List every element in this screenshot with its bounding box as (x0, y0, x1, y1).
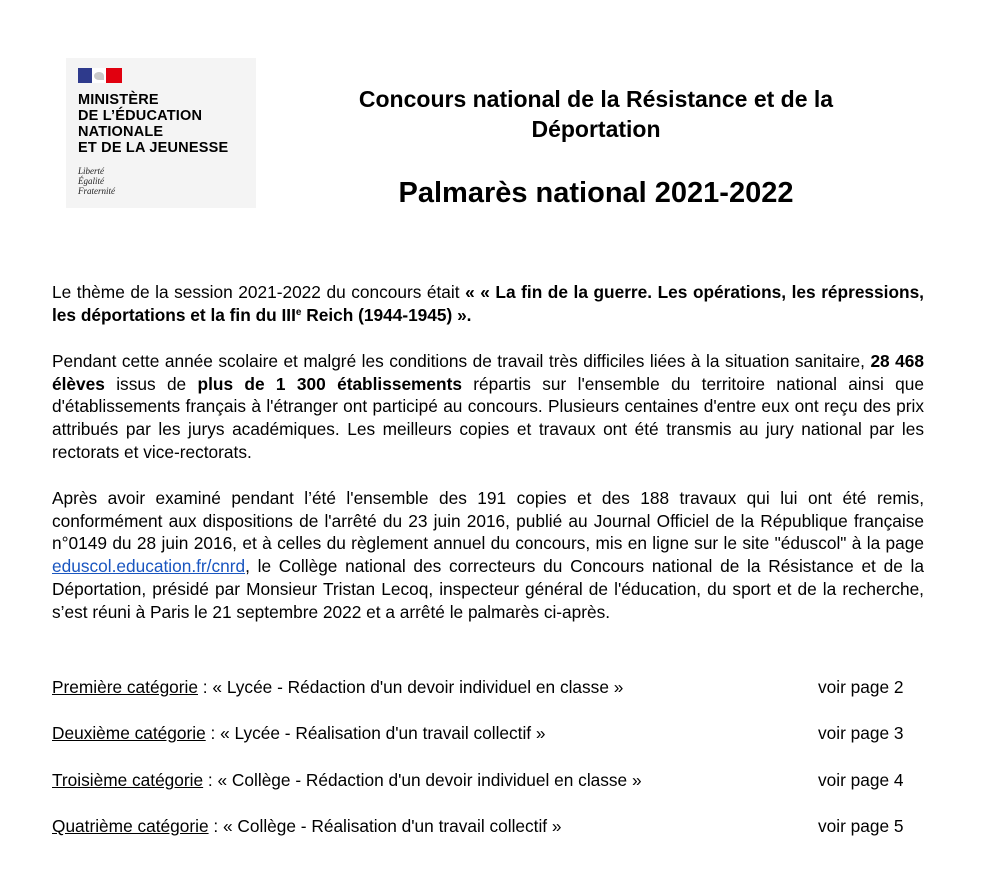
participation-paragraph: Pendant cette année scolaire et malgré les conditions de travail très difficiles liées à la situation sanitaire, 28 468 élèves issus de plus de 1 300 établissements répartis sur l'ensemble du territoire national ainsi que d'établissements français à l'étranger ont participé au concours. Plusieurs centaines d'entre eux ont reçu des prix attribués par les jurys académiques. Les meilleurs copies et travaux ont été transmis au jury national par les rectorats et vice-rectorats. (52, 351, 924, 462)
marianne-flag-icon (78, 68, 122, 83)
category-description: : « Collège - Rédaction d'un devoir individuel en classe » (203, 770, 642, 790)
category-page-ref: voir page 2 (818, 677, 904, 697)
category-row (52, 815, 924, 837)
category-row (52, 676, 924, 698)
school-count: plus de 1 300 établissements (197, 373, 462, 394)
jury-paragraph: Après avoir examiné pendant l’été l'ensemble des 191 copies et des 188 travaux qui lui ont été remis, conformément aux dispositions de l'arrêté du 23 juin 2016, publié au Journal Officiel de la République française n°0149 du 28 juin 2016, et à celles du règlement annuel du concours, mis en ligne sur le site "éduscol" à la page eduscol.education.fr/cnrd, le Collège national des correcteurs du Concours national de la Résistance et de la Déportation, présidé par Monsieur Tristan Lecoq, inspecteur général de l'éducation, du sport et de la recherche, s’est réuni à Paris le 21 septembre 2022 et a arrêté le palmarès ci-après. (52, 488, 924, 622)
theme-paragraph: Le thème de la session 2021-2022 du concours était « « La fin de la guerre. Les opérations, les répressions, les déportations et la fin du IIIe Reich (1944-1945) ». (52, 282, 924, 325)
eduscol-link[interactable]: eduscol.education.fr/cnrd (52, 556, 246, 577)
student-count: 28 468 élèves (52, 351, 924, 394)
category-description: : « Lycée - Réalisation d'un travail collectif » (205, 723, 546, 743)
category-row (52, 769, 924, 791)
category-page-ref: voir page 3 (818, 723, 904, 743)
theme-title: « « La fin de la guerre. Les opérations, les répressions, les déportations et la fin du IIIe Reich (1944-1945) ». (52, 282, 924, 325)
ministry-logo (66, 58, 256, 208)
category-row (52, 722, 924, 744)
category-name: Deuxième catégorie (52, 723, 206, 743)
category-page-ref: voir page 5 (818, 816, 904, 836)
document-subtitle: Palmarès national 2021-2022 (398, 177, 794, 209)
category-description: : « Collège - Réalisation d'un travail collectif » (208, 816, 562, 836)
category-page-ref: voir page 4 (818, 770, 904, 790)
category-description: : « Lycée - Rédaction d'un devoir individuel en classe » (198, 677, 624, 697)
category-name: Première catégorie (52, 677, 198, 697)
category-name: Troisième catégorie (52, 770, 204, 790)
document-title: Concours national de la Résistance et de la Déportation (358, 86, 834, 142)
category-name: Quatrième catégorie (52, 816, 209, 836)
ministry-motto: Liberté Égalité Fraternité (78, 166, 115, 196)
ministry-name: MINISTÈRE DE L’ÉDUCATION NATIONALE ET DE LA JEUNESSE (78, 92, 229, 156)
